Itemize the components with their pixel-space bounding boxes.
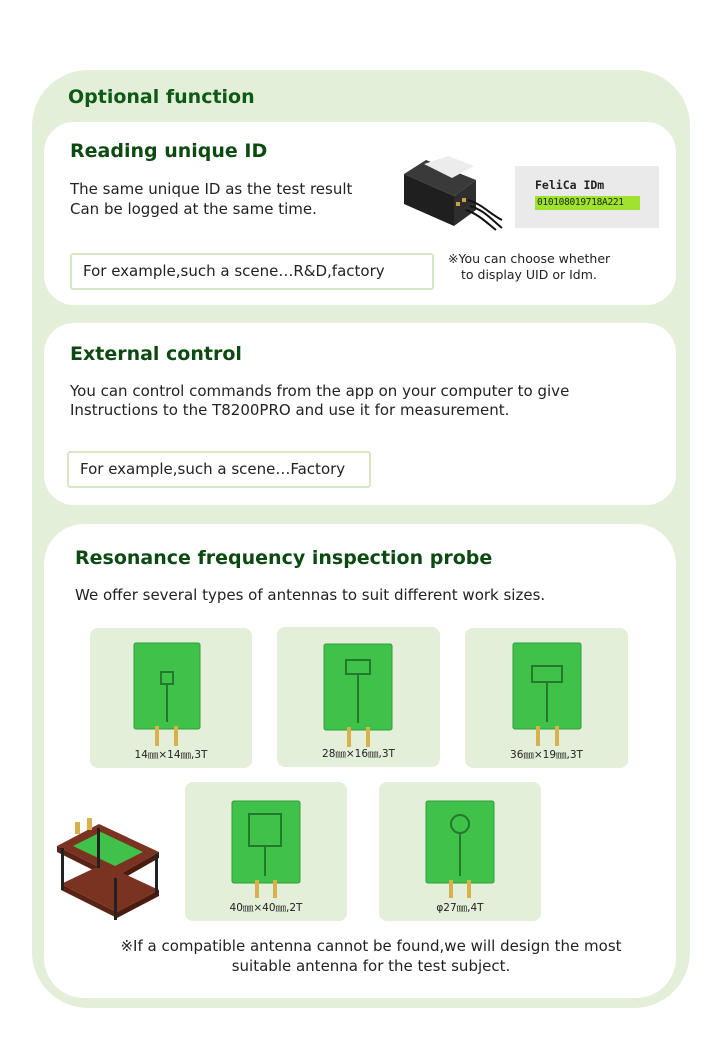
resonance-desc: We offer several types of antennas to suit different work sizes. — [75, 586, 546, 604]
footnote-line2: suitable antenna for the test subject. — [231, 957, 511, 975]
antenna-pcb-image — [425, 800, 495, 900]
section-title: Optional function — [68, 86, 255, 108]
uid-note-line1: ※You can choose whether — [448, 251, 611, 266]
felica-label: FeliCa IDm — [535, 178, 605, 192]
reading-example-box: For example,such a scene…R&D,factory — [70, 253, 434, 290]
antenna-tile — [90, 628, 252, 768]
antenna-tile — [185, 782, 347, 921]
reading-desc-line1: The same unique ID as the test result — [70, 180, 353, 198]
antenna-label: 36㎜×19㎜,3T — [510, 749, 583, 761]
antenna-label: φ27㎜,4T — [436, 902, 484, 914]
felica-value: 010108019718A221 — [535, 196, 640, 210]
uid-note-line2: to display UID or Idm. — [461, 267, 597, 282]
resonance-title: Resonance frequency inspection probe — [75, 547, 493, 569]
felica-idm-display — [515, 166, 659, 228]
reader-device-image — [396, 152, 504, 232]
antenna-footnote — [104, 936, 638, 976]
antenna-pcb-image — [231, 800, 301, 900]
antenna-tile — [277, 627, 440, 767]
external-example-box: For example,such a scene…Factory — [67, 451, 371, 488]
probe-stand-image — [55, 818, 161, 926]
reading-desc-line2: Can be logged at the same time. — [70, 200, 317, 218]
external-desc-line1: You can control commands from the app on your computer to give — [70, 382, 570, 400]
antenna-pcb-image — [323, 643, 393, 747]
antenna-label: 28㎜×16㎜,3T — [322, 748, 395, 760]
antenna-tile — [379, 782, 541, 921]
antenna-pcb-image — [133, 642, 201, 748]
footnote-line1: ※If a compatible antenna cannot be found,we will design the most — [120, 937, 622, 955]
reading-title: Reading unique ID — [70, 140, 268, 162]
external-title: External control — [70, 343, 242, 365]
antenna-label: 40㎜×40㎜,2T — [229, 902, 303, 914]
external-desc-line2: Instructions to the T8200PRO and use it for measurement. — [70, 401, 510, 419]
antenna-tile — [465, 628, 628, 768]
antenna-pcb-image — [512, 642, 582, 748]
antenna-label: 14㎜×14㎜,3T — [134, 749, 208, 761]
